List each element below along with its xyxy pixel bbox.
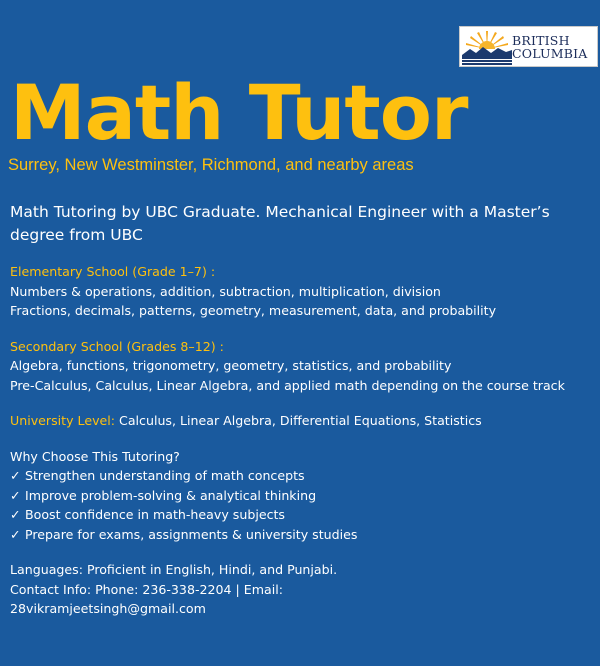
spacer: [10, 321, 590, 337]
why-item: [10, 466, 590, 486]
why-item: [10, 486, 590, 506]
logo-line-1: BRITISH: [512, 33, 570, 48]
why-item: [10, 525, 590, 545]
why-heading: Why Choose This Tutoring?: [10, 448, 180, 464]
why-item-text: Strengthen understanding of math concepts: [25, 468, 305, 483]
why-item: [10, 505, 590, 525]
secondary-heading: Secondary School (Grades 8–12) :: [10, 338, 224, 354]
british-columbia-logo: [459, 26, 598, 67]
languages-line: Languages: Proficient in English, Hindi, and Punjabi.: [10, 562, 338, 577]
checkmark-icon: ✓: [10, 507, 21, 522]
checkmark-icon: ✓: [10, 468, 21, 483]
contact-line: Contact Info: Phone: 236-338-2204 | Email:: [10, 581, 283, 597]
why-item-text: Prepare for exams, assignments & university studies: [25, 526, 358, 542]
checkmark-icon: ✓: [10, 487, 21, 503]
secondary-line-2: Pre-Calculus, Calculus, Linear Algebra, and applied math depending on the course track: [10, 377, 565, 393]
sunrise-mountains-icon: [462, 28, 512, 66]
spacer: [10, 544, 590, 560]
university-subjects: Calculus, Linear Algebra, Differential Equations, Statistics: [115, 413, 482, 428]
page-title: Math Tutor: [10, 68, 468, 157]
why-item-text: Boost confidence in math-heavy subjects: [25, 507, 285, 522]
intro-text: Math Tutoring by UBC Graduate. Mechanical Engineer with a Master’s degree from UBC: [10, 203, 550, 244]
main-content: [10, 201, 590, 619]
logo-wordmark: [512, 34, 588, 60]
elementary-line-1: Numbers & operations, addition, subtraction, multiplication, division: [10, 283, 441, 299]
logo-line-2: COLUMBIA: [512, 46, 588, 61]
spacer: [10, 431, 590, 447]
why-item-text: Improve problem-solving & analytical thinking: [25, 487, 317, 503]
university-line: [10, 411, 590, 431]
checkmark-icon: ✓: [10, 526, 21, 542]
elementary-line-2: Fractions, decimals, patterns, geometry, measurement, data, and probability: [10, 303, 497, 318]
secondary-line-1: Algebra, functions, trigonometry, geometry, statistics, and probability: [10, 358, 452, 373]
service-areas: Surrey, New Westminster, Richmond, and nearby areas: [8, 156, 414, 174]
spacer: [10, 395, 590, 411]
university-label: University Level:: [10, 413, 116, 428]
contact-email: 28vikramjeetsingh@gmail.com: [10, 601, 206, 616]
elementary-heading: Elementary School (Grade 1–7) :: [10, 264, 216, 279]
